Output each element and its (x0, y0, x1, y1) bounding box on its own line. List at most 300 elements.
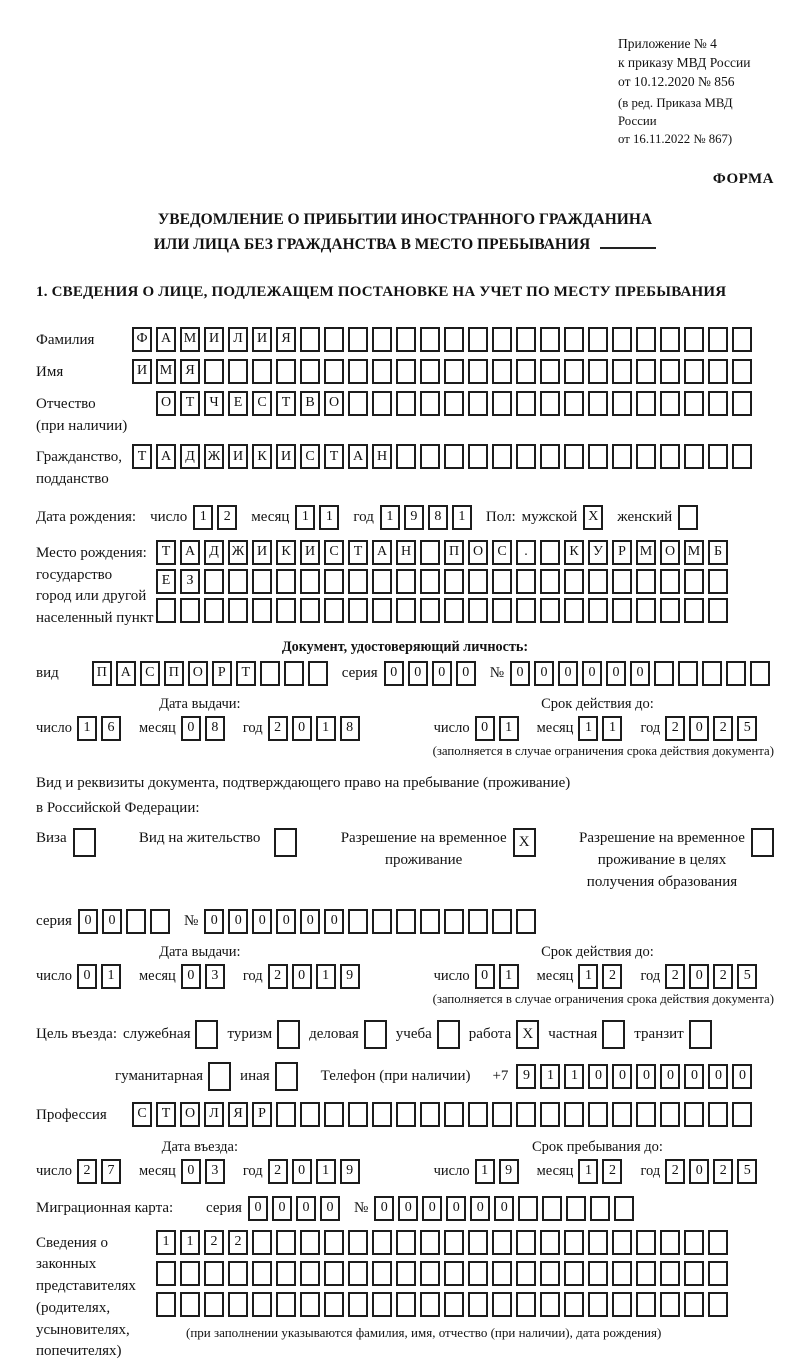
char-cell[interactable]: Д (204, 540, 224, 565)
char-cell[interactable]: Т (156, 1102, 176, 1127)
char-cell[interactable]: Я (276, 327, 296, 352)
char-cell[interactable]: 2 (217, 505, 237, 530)
char-cell[interactable] (660, 359, 680, 384)
char-cell[interactable] (708, 1292, 728, 1317)
char-cell[interactable] (324, 1230, 344, 1255)
char-cell[interactable] (492, 391, 512, 416)
char-cell[interactable] (437, 1020, 460, 1049)
char-cell[interactable] (708, 1102, 728, 1127)
char-cell[interactable] (540, 444, 560, 469)
char-cell[interactable] (444, 1102, 464, 1127)
char-cell[interactable] (564, 1230, 584, 1255)
char-cell[interactable]: З (180, 569, 200, 594)
char-cell[interactable]: 8 (205, 716, 225, 741)
given-name-cells[interactable] (132, 359, 756, 384)
char-cell[interactable] (636, 359, 656, 384)
char-cell[interactable]: 0 (475, 964, 495, 989)
char-cell[interactable] (540, 1102, 560, 1127)
char-cell[interactable]: 0 (612, 1064, 632, 1089)
char-cell[interactable] (204, 569, 224, 594)
char-cell[interactable]: П (444, 540, 464, 565)
char-cell[interactable] (274, 828, 297, 857)
char-cell[interactable] (516, 1261, 536, 1286)
char-cell[interactable] (732, 327, 752, 352)
birth-place-cells-row3[interactable] (156, 598, 732, 623)
char-cell[interactable] (348, 391, 368, 416)
char-cell[interactable] (468, 327, 488, 352)
char-cell[interactable]: 0 (252, 909, 272, 934)
char-cell[interactable]: 5 (737, 964, 757, 989)
char-cell[interactable] (516, 569, 536, 594)
char-cell[interactable] (708, 359, 728, 384)
char-cell[interactable] (708, 391, 728, 416)
char-cell[interactable] (260, 661, 280, 686)
char-cell[interactable]: 3 (205, 964, 225, 989)
char-cell[interactable] (614, 1196, 634, 1221)
char-cell[interactable]: Р (212, 661, 232, 686)
char-cell[interactable] (516, 391, 536, 416)
char-cell[interactable] (372, 1230, 392, 1255)
char-cell[interactable] (252, 1230, 272, 1255)
char-cell[interactable] (660, 569, 680, 594)
char-cell[interactable]: Т (324, 444, 344, 469)
char-cell[interactable] (348, 1102, 368, 1127)
char-cell[interactable] (492, 1292, 512, 1317)
char-cell[interactable] (602, 1020, 625, 1049)
expiry-month-cells[interactable] (578, 716, 626, 741)
char-cell[interactable] (660, 444, 680, 469)
char-cell[interactable] (444, 391, 464, 416)
char-cell[interactable]: 0 (78, 909, 98, 934)
char-cell[interactable]: А (156, 327, 176, 352)
char-cell[interactable]: Т (156, 540, 176, 565)
char-cell[interactable]: К (252, 444, 272, 469)
char-cell[interactable] (275, 1062, 298, 1091)
char-cell[interactable] (516, 444, 536, 469)
char-cell[interactable] (252, 598, 272, 623)
visa-checkbox[interactable] (73, 828, 96, 857)
char-cell[interactable]: 0 (689, 1159, 709, 1184)
char-cell[interactable] (372, 359, 392, 384)
purpose-other-checkbox[interactable] (275, 1062, 298, 1091)
char-cell[interactable]: 1 (180, 1230, 200, 1255)
issue-year-cells[interactable] (268, 964, 364, 989)
char-cell[interactable] (588, 1292, 608, 1317)
char-cell[interactable] (348, 1292, 368, 1317)
char-cell[interactable]: Р (612, 540, 632, 565)
char-cell[interactable] (348, 909, 368, 934)
char-cell[interactable]: 0 (446, 1196, 466, 1221)
char-cell[interactable] (564, 1292, 584, 1317)
patronymic-cells[interactable] (156, 391, 756, 416)
sex-female-checkbox[interactable] (678, 505, 702, 530)
char-cell[interactable] (492, 909, 512, 934)
representatives-cells-row1[interactable] (156, 1230, 732, 1255)
char-cell[interactable] (420, 327, 440, 352)
char-cell[interactable]: 0 (181, 716, 201, 741)
expiry-day-cells[interactable] (475, 964, 523, 989)
char-cell[interactable] (348, 569, 368, 594)
char-cell[interactable]: 9 (404, 505, 424, 530)
purpose-official-checkbox[interactable] (195, 1020, 218, 1049)
char-cell[interactable] (588, 327, 608, 352)
char-cell[interactable] (228, 569, 248, 594)
char-cell[interactable]: И (132, 359, 152, 384)
char-cell[interactable] (588, 1102, 608, 1127)
issue-year-cells[interactable] (268, 716, 364, 741)
char-cell[interactable] (348, 598, 368, 623)
char-cell[interactable]: 2 (665, 716, 685, 741)
char-cell[interactable]: 0 (276, 909, 296, 934)
char-cell[interactable] (252, 569, 272, 594)
char-cell[interactable] (564, 444, 584, 469)
char-cell[interactable]: 1 (319, 505, 339, 530)
char-cell[interactable]: 1 (578, 716, 598, 741)
char-cell[interactable] (636, 1230, 656, 1255)
char-cell[interactable]: 1 (578, 1159, 598, 1184)
char-cell[interactable] (612, 359, 632, 384)
char-cell[interactable] (660, 391, 680, 416)
char-cell[interactable] (708, 327, 728, 352)
char-cell[interactable] (444, 1292, 464, 1317)
char-cell[interactable] (636, 569, 656, 594)
char-cell[interactable]: X (516, 1020, 539, 1049)
char-cell[interactable]: Д (180, 444, 200, 469)
char-cell[interactable]: 2 (204, 1230, 224, 1255)
char-cell[interactable]: Б (708, 540, 728, 565)
char-cell[interactable] (516, 598, 536, 623)
char-cell[interactable] (324, 569, 344, 594)
char-cell[interactable] (726, 661, 746, 686)
char-cell[interactable]: 0 (292, 716, 312, 741)
char-cell[interactable] (468, 391, 488, 416)
char-cell[interactable] (372, 909, 392, 934)
purpose-transit-checkbox[interactable] (689, 1020, 712, 1049)
char-cell[interactable] (564, 391, 584, 416)
char-cell[interactable]: X (583, 505, 603, 530)
char-cell[interactable] (636, 444, 656, 469)
char-cell[interactable]: 0 (636, 1064, 656, 1089)
expiry-year-cells[interactable] (665, 716, 761, 741)
phone-cells[interactable] (516, 1064, 756, 1089)
char-cell[interactable]: Л (228, 327, 248, 352)
char-cell[interactable] (396, 1102, 416, 1127)
char-cell[interactable]: 1 (101, 964, 121, 989)
char-cell[interactable] (564, 598, 584, 623)
char-cell[interactable]: Ч (204, 391, 224, 416)
char-cell[interactable]: В (300, 391, 320, 416)
char-cell[interactable]: 5 (737, 1159, 757, 1184)
char-cell[interactable]: 5 (737, 716, 757, 741)
char-cell[interactable] (156, 598, 176, 623)
char-cell[interactable] (612, 327, 632, 352)
char-cell[interactable] (564, 1261, 584, 1286)
char-cell[interactable]: М (180, 327, 200, 352)
char-cell[interactable] (444, 598, 464, 623)
char-cell[interactable] (420, 569, 440, 594)
char-cell[interactable]: К (564, 540, 584, 565)
char-cell[interactable]: 0 (102, 909, 122, 934)
char-cell[interactable]: Я (228, 1102, 248, 1127)
char-cell[interactable] (468, 909, 488, 934)
char-cell[interactable]: 0 (708, 1064, 728, 1089)
char-cell[interactable]: И (228, 444, 248, 469)
purpose-humanitarian-checkbox[interactable] (208, 1062, 231, 1091)
temporary-residence-checkbox[interactable] (513, 828, 536, 857)
char-cell[interactable]: А (348, 444, 368, 469)
birth-day-cells[interactable] (193, 505, 241, 530)
residence-number-cells[interactable] (204, 909, 540, 934)
char-cell[interactable] (444, 359, 464, 384)
representatives-cells-row3[interactable] (156, 1292, 732, 1317)
char-cell[interactable]: 2 (228, 1230, 248, 1255)
char-cell[interactable] (636, 1261, 656, 1286)
char-cell[interactable] (684, 1292, 704, 1317)
char-cell[interactable] (684, 1261, 704, 1286)
char-cell[interactable]: 1 (540, 1064, 560, 1089)
char-cell[interactable] (126, 909, 146, 934)
char-cell[interactable]: 0 (272, 1196, 292, 1221)
char-cell[interactable] (564, 359, 584, 384)
expiry-year-cells[interactable] (665, 964, 761, 989)
char-cell[interactable] (732, 444, 752, 469)
char-cell[interactable] (228, 598, 248, 623)
char-cell[interactable] (612, 1292, 632, 1317)
char-cell[interactable]: 2 (665, 1159, 685, 1184)
char-cell[interactable] (588, 598, 608, 623)
char-cell[interactable] (396, 569, 416, 594)
representatives-cells-row2[interactable] (156, 1261, 732, 1286)
char-cell[interactable]: 0 (204, 909, 224, 934)
char-cell[interactable]: Т (180, 391, 200, 416)
purpose-study-checkbox[interactable] (437, 1020, 460, 1049)
char-cell[interactable]: 0 (606, 661, 626, 686)
char-cell[interactable] (300, 569, 320, 594)
char-cell[interactable] (588, 444, 608, 469)
char-cell[interactable]: Н (396, 540, 416, 565)
birth-month-cells[interactable] (295, 505, 343, 530)
expiry-month-cells[interactable] (578, 964, 626, 989)
purpose-private-checkbox[interactable] (602, 1020, 625, 1049)
char-cell[interactable] (180, 1292, 200, 1317)
char-cell[interactable] (444, 1230, 464, 1255)
char-cell[interactable] (684, 327, 704, 352)
sex-male-checkbox[interactable] (583, 505, 607, 530)
char-cell[interactable] (612, 598, 632, 623)
char-cell[interactable]: С (252, 391, 272, 416)
char-cell[interactable] (276, 598, 296, 623)
char-cell[interactable] (228, 1261, 248, 1286)
char-cell[interactable]: И (252, 327, 272, 352)
char-cell[interactable]: Е (228, 391, 248, 416)
char-cell[interactable]: К (276, 540, 296, 565)
char-cell[interactable] (751, 828, 774, 857)
char-cell[interactable]: М (636, 540, 656, 565)
char-cell[interactable]: 9 (340, 1159, 360, 1184)
char-cell[interactable] (684, 1230, 704, 1255)
char-cell[interactable] (540, 327, 560, 352)
char-cell[interactable]: 0 (384, 661, 404, 686)
char-cell[interactable]: Я (180, 359, 200, 384)
char-cell[interactable] (684, 391, 704, 416)
char-cell[interactable] (180, 598, 200, 623)
char-cell[interactable] (444, 444, 464, 469)
char-cell[interactable]: С (140, 661, 160, 686)
char-cell[interactable]: О (156, 391, 176, 416)
char-cell[interactable] (468, 1102, 488, 1127)
char-cell[interactable]: 9 (340, 964, 360, 989)
char-cell[interactable] (702, 661, 722, 686)
char-cell[interactable]: 0 (510, 661, 530, 686)
char-cell[interactable] (636, 327, 656, 352)
char-cell[interactable]: 0 (494, 1196, 514, 1221)
char-cell[interactable]: 0 (374, 1196, 394, 1221)
char-cell[interactable] (420, 444, 440, 469)
char-cell[interactable] (300, 598, 320, 623)
char-cell[interactable]: П (164, 661, 184, 686)
char-cell[interactable] (516, 909, 536, 934)
issue-month-cells[interactable] (181, 716, 229, 741)
char-cell[interactable] (300, 1292, 320, 1317)
char-cell[interactable] (204, 359, 224, 384)
char-cell[interactable] (678, 661, 698, 686)
char-cell[interactable] (708, 569, 728, 594)
char-cell[interactable]: Т (132, 444, 152, 469)
expiry-day-cells[interactable] (475, 716, 523, 741)
char-cell[interactable] (492, 598, 512, 623)
char-cell[interactable]: У (588, 540, 608, 565)
birth-place-cells-row1[interactable] (156, 540, 732, 565)
entry-year-cells[interactable] (268, 1159, 364, 1184)
char-cell[interactable]: Ф (132, 327, 152, 352)
char-cell[interactable] (300, 1102, 320, 1127)
issue-day-cells[interactable] (77, 716, 125, 741)
char-cell[interactable]: 0 (296, 1196, 316, 1221)
char-cell[interactable]: 0 (248, 1196, 268, 1221)
char-cell[interactable] (636, 1102, 656, 1127)
char-cell[interactable] (300, 1230, 320, 1255)
char-cell[interactable] (300, 359, 320, 384)
char-cell[interactable] (588, 569, 608, 594)
char-cell[interactable]: 1 (316, 716, 336, 741)
char-cell[interactable] (420, 1102, 440, 1127)
char-cell[interactable]: С (324, 540, 344, 565)
char-cell[interactable] (468, 359, 488, 384)
char-cell[interactable]: Т (236, 661, 256, 686)
char-cell[interactable]: 0 (630, 661, 650, 686)
char-cell[interactable]: 0 (456, 661, 476, 686)
char-cell[interactable] (396, 1230, 416, 1255)
char-cell[interactable]: 0 (660, 1064, 680, 1089)
char-cell[interactable]: 3 (205, 1159, 225, 1184)
char-cell[interactable]: 1 (316, 1159, 336, 1184)
char-cell[interactable] (372, 1102, 392, 1127)
char-cell[interactable] (590, 1196, 610, 1221)
issue-month-cells[interactable] (181, 964, 229, 989)
char-cell[interactable]: 2 (77, 1159, 97, 1184)
char-cell[interactable]: С (300, 444, 320, 469)
char-cell[interactable]: 0 (432, 661, 452, 686)
char-cell[interactable] (204, 1261, 224, 1286)
char-cell[interactable] (468, 598, 488, 623)
char-cell[interactable] (684, 569, 704, 594)
char-cell[interactable] (732, 391, 752, 416)
char-cell[interactable] (420, 359, 440, 384)
char-cell[interactable]: 0 (408, 661, 428, 686)
char-cell[interactable] (324, 359, 344, 384)
char-cell[interactable]: 0 (324, 909, 344, 934)
char-cell[interactable]: 1 (602, 716, 622, 741)
char-cell[interactable]: 2 (713, 1159, 733, 1184)
char-cell[interactable]: О (468, 540, 488, 565)
char-cell[interactable] (684, 359, 704, 384)
char-cell[interactable] (542, 1196, 562, 1221)
char-cell[interactable]: 0 (732, 1064, 752, 1089)
char-cell[interactable] (420, 1230, 440, 1255)
char-cell[interactable]: 1 (452, 505, 472, 530)
stay-month-cells[interactable] (578, 1159, 626, 1184)
char-cell[interactable] (396, 909, 416, 934)
char-cell[interactable] (420, 598, 440, 623)
char-cell[interactable] (636, 1292, 656, 1317)
char-cell[interactable]: Н (372, 444, 392, 469)
char-cell[interactable] (156, 1292, 176, 1317)
char-cell[interactable] (636, 391, 656, 416)
char-cell[interactable] (540, 391, 560, 416)
char-cell[interactable] (420, 391, 440, 416)
char-cell[interactable]: Л (204, 1102, 224, 1127)
char-cell[interactable] (372, 569, 392, 594)
char-cell[interactable] (468, 569, 488, 594)
char-cell[interactable]: 1 (316, 964, 336, 989)
char-cell[interactable]: . (516, 540, 536, 565)
char-cell[interactable] (300, 1261, 320, 1286)
char-cell[interactable] (372, 327, 392, 352)
char-cell[interactable] (540, 359, 560, 384)
char-cell[interactable] (612, 1102, 632, 1127)
char-cell[interactable] (348, 327, 368, 352)
char-cell[interactable] (204, 598, 224, 623)
char-cell[interactable] (660, 1292, 680, 1317)
char-cell[interactable] (276, 1102, 296, 1127)
char-cell[interactable] (516, 1102, 536, 1127)
char-cell[interactable] (684, 1102, 704, 1127)
char-cell[interactable] (252, 1261, 272, 1286)
char-cell[interactable] (612, 1261, 632, 1286)
char-cell[interactable] (276, 359, 296, 384)
char-cell[interactable] (364, 1020, 387, 1049)
birth-year-cells[interactable] (380, 505, 476, 530)
char-cell[interactable]: 0 (320, 1196, 340, 1221)
char-cell[interactable]: О (180, 1102, 200, 1127)
char-cell[interactable] (324, 1102, 344, 1127)
char-cell[interactable] (372, 1292, 392, 1317)
migration-series-cells[interactable] (248, 1196, 344, 1221)
char-cell[interactable] (324, 1292, 344, 1317)
char-cell[interactable]: С (132, 1102, 152, 1127)
char-cell[interactable] (468, 1292, 488, 1317)
char-cell[interactable] (372, 391, 392, 416)
char-cell[interactable]: 1 (475, 1159, 495, 1184)
char-cell[interactable] (420, 909, 440, 934)
char-cell[interactable] (396, 359, 416, 384)
stay-day-cells[interactable] (475, 1159, 523, 1184)
char-cell[interactable] (660, 1261, 680, 1286)
char-cell[interactable] (516, 327, 536, 352)
char-cell[interactable]: 2 (602, 1159, 622, 1184)
purpose-tourism-checkbox[interactable] (277, 1020, 300, 1049)
char-cell[interactable] (324, 1261, 344, 1286)
